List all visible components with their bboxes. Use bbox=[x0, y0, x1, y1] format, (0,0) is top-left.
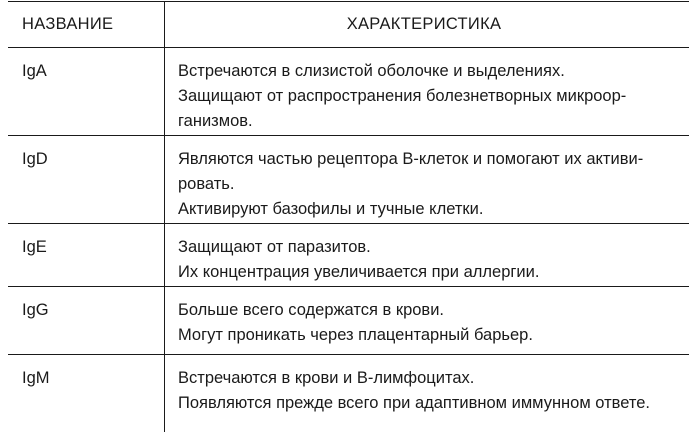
table-row bbox=[8, 287, 689, 355]
table-row bbox=[8, 224, 689, 287]
table-row bbox=[8, 136, 689, 224]
row-name: IgM bbox=[8, 355, 165, 432]
table-header-row bbox=[8, 2, 689, 48]
row-text-line: Встречаются в слизистой оболочке и выделениях. bbox=[178, 62, 565, 80]
row-text-line: Защищают от распространения болезнетворных микроор- bbox=[178, 87, 627, 105]
row-characteristic bbox=[165, 287, 689, 354]
row-text-line: Защищают от паразитов. bbox=[178, 238, 371, 256]
row-characteristic bbox=[165, 48, 689, 135]
row-name: IgE bbox=[8, 224, 165, 286]
row-text-line: Больше всего содержатся в крови. bbox=[178, 301, 444, 319]
table-row bbox=[8, 48, 689, 136]
row-characteristic bbox=[165, 224, 689, 286]
row-name: IgG bbox=[8, 287, 165, 354]
row-text-line: Появляются прежде всего при адаптивном иммунном ответе. bbox=[178, 394, 650, 412]
row-text-line: Встречаются в крови и В-лимфоцитах. bbox=[178, 369, 475, 387]
row-text-line: Являются частью рецептора В-клеток и помогают их активи- bbox=[178, 150, 644, 168]
row-text-line: Могут проникать через плацентарный барьер. bbox=[178, 326, 533, 344]
row-text-line: ровать. bbox=[178, 175, 235, 193]
row-characteristic bbox=[165, 136, 689, 223]
row-text-line: Активируют базофилы и тучные клетки. bbox=[178, 200, 484, 218]
row-characteristic bbox=[165, 355, 689, 432]
header-name: НАЗВАНИЕ bbox=[8, 2, 165, 47]
row-text-line: ганизмов. bbox=[178, 112, 253, 130]
row-name: IgA bbox=[8, 48, 165, 135]
row-name: IgD bbox=[8, 136, 165, 223]
immunoglobulin-table bbox=[8, 1, 689, 432]
row-text-line: Их концентрация увеличивается при аллергии. bbox=[178, 263, 540, 281]
table-row bbox=[8, 355, 689, 432]
header-characteristic: ХАРАКТЕРИСТИКА bbox=[346, 15, 502, 33]
